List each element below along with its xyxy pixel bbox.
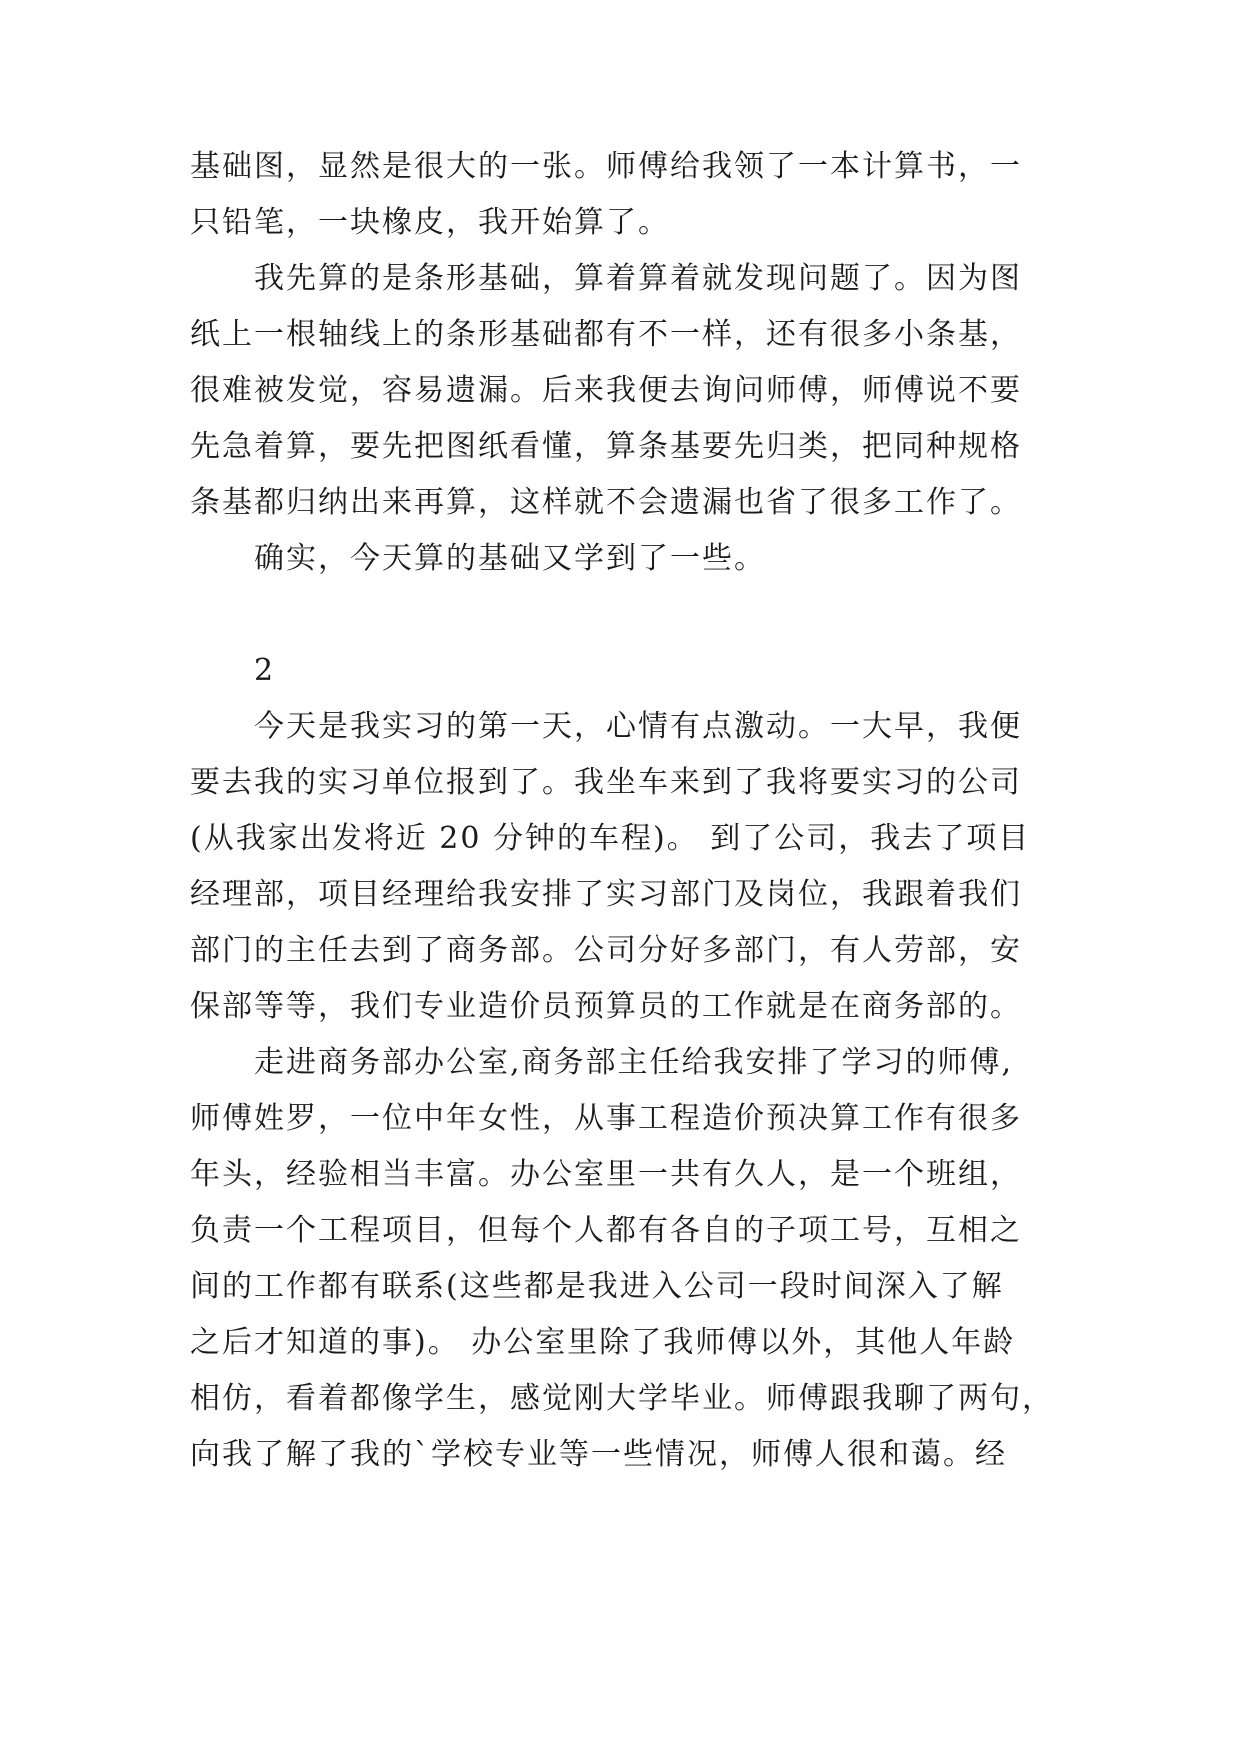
text-line: 只铅笔，一块橡皮，我开始算了。 [190,205,670,240]
text-line: 要去我的实习单位报到了。我坐车来到了我将要实习的公司 [190,765,1022,800]
text-line: 很难被发觉，容易遗漏。后来我便去询问师傅，师傅说不要 [190,373,1022,408]
text-line: 经理部，项目经理给我安排了实习部门及岗位，我跟着我们 [190,877,1022,912]
text-line: 先急着算，要先把图纸看懂，算条基要先归类，把同种规格 [190,429,1022,464]
paragraph-start-line: 我先算的是条形基础，算着算着就发现问题了。因为图 [254,261,1022,296]
section-number: 2 [254,653,276,688]
text-line: 纸上一根轴线上的条形基础都有不一样，还有很多小条基， [190,317,1022,352]
text-line: 之后才知道的事)。 办公室里除了我师傅以外，其他人年龄 [190,1325,1016,1360]
text-line: 条基都归纳出来再算，这样就不会遗漏也省了很多工作了。 [190,485,1022,520]
text-line: (从我家出发将近 20 分钟的车程)。 到了公司，我去了项目 [190,821,1031,856]
text-line: 向我了解了我的`学校专业等一些情况，师傅人很和蔼。经 [190,1437,1007,1472]
text-line: 间的工作都有联系(这些都是我进入公司一段时间深入了解 [190,1269,1004,1304]
text-line: 部门的主任去到了商务部。公司分好多部门，有人劳部，安 [190,933,1022,968]
text-line: 年头，经验相当丰富。办公室里一共有久人，是一个班组， [190,1157,1022,1192]
text-line: 相仿，看着都像学生，感觉刚大学毕业。师傅跟我聊了两句， [190,1381,1054,1416]
text-line: 基础图，显然是很大的一张。师傅给我领了一本计算书，一 [190,149,1022,184]
text-line: 负责一个工程项目，但每个人都有各自的子项工号，互相之 [190,1213,1022,1248]
text-line: 师傅姓罗，一位中年女性，从事工程造价预决算工作有很多 [190,1101,1022,1136]
paragraph-start-line: 今天是我实习的第一天，心情有点激动。一大早，我便 [254,709,1022,744]
text-line: 保部等等，我们专业造价员预算员的工作就是在商务部的。 [190,989,1022,1024]
paragraph-start-line: 走进商务部办公室,商务部主任给我安排了学习的师傅, [254,1045,1014,1080]
paragraph-start-line: 确实，今天算的基础又学到了一些。 [254,541,766,576]
